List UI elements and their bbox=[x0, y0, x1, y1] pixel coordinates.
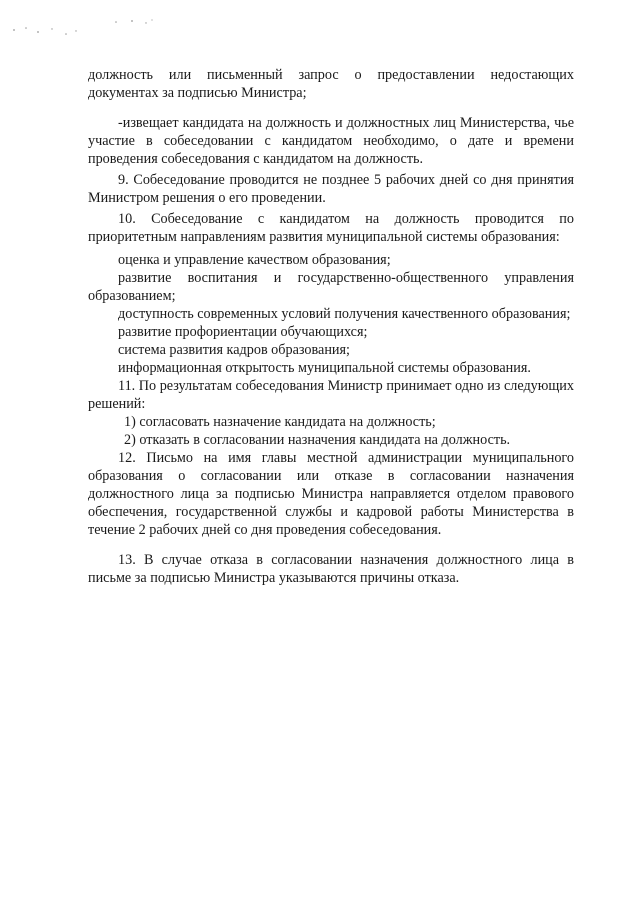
document-body bbox=[88, 66, 574, 587]
list-item-quality: оценка и управление качеством образования; bbox=[118, 252, 391, 268]
decision-option-1: 1) согласовать назначение кандидата на должность; bbox=[124, 414, 436, 430]
list-item-career-guidance: развитие профориентации обучающихся; bbox=[118, 324, 368, 340]
paragraph-item-10: 10. Собеседование с кандидатом на должность проводится по приоритетным направлениям развития муниципальной системы образования: bbox=[88, 211, 574, 245]
scan-artifact-marks bbox=[8, 8, 158, 48]
decision-option-2: 2) отказать в согласовании назначения кандидата на должность. bbox=[124, 432, 511, 448]
list-item-upbringing: развитие воспитания и государственно-общественного управления образованием; bbox=[88, 270, 574, 304]
list-item-accessibility: доступность современных условий получения качественного образования; bbox=[118, 306, 571, 322]
list-item-openness: информационная открытость муниципальной системы образования. bbox=[118, 360, 531, 376]
paragraph-item-12: 12. Письмо на имя главы местной администрации муниципального образования о согласовании или отказе в согласовании назначения должностного лица за подписью Министра направляется отделом правового обеспечения, государственной службы и кадровой работы Министерства в течение 2 рабочих дней со дня проведения собеседования. bbox=[88, 450, 574, 538]
paragraph-item-11: 11. По результатам собеседования Министр принимает одно из следующих решений: bbox=[88, 378, 574, 412]
paragraph-notification: -извещает кандидата на должность и должностных лиц Министерства, чье участие в собеседовании с кандидатом необходимо, о дате и времени проведения собеседования с кандидатом на должность. bbox=[88, 115, 574, 167]
paragraph-item-13: 13. В случае отказа в согласовании назначения должностного лица в письме за подписью Министра указываются причины отказа. bbox=[88, 552, 574, 586]
paragraph-continuation: должность или письменный запрос о предоставлении недостающих документах за подписью Министра; bbox=[88, 67, 574, 101]
paragraph-item-9: 9. Собеседование проводится не позднее 5 рабочих дней со дня принятия Министром решения о его проведении. bbox=[88, 172, 574, 206]
list-item-staff-development: система развития кадров образования; bbox=[118, 342, 350, 358]
